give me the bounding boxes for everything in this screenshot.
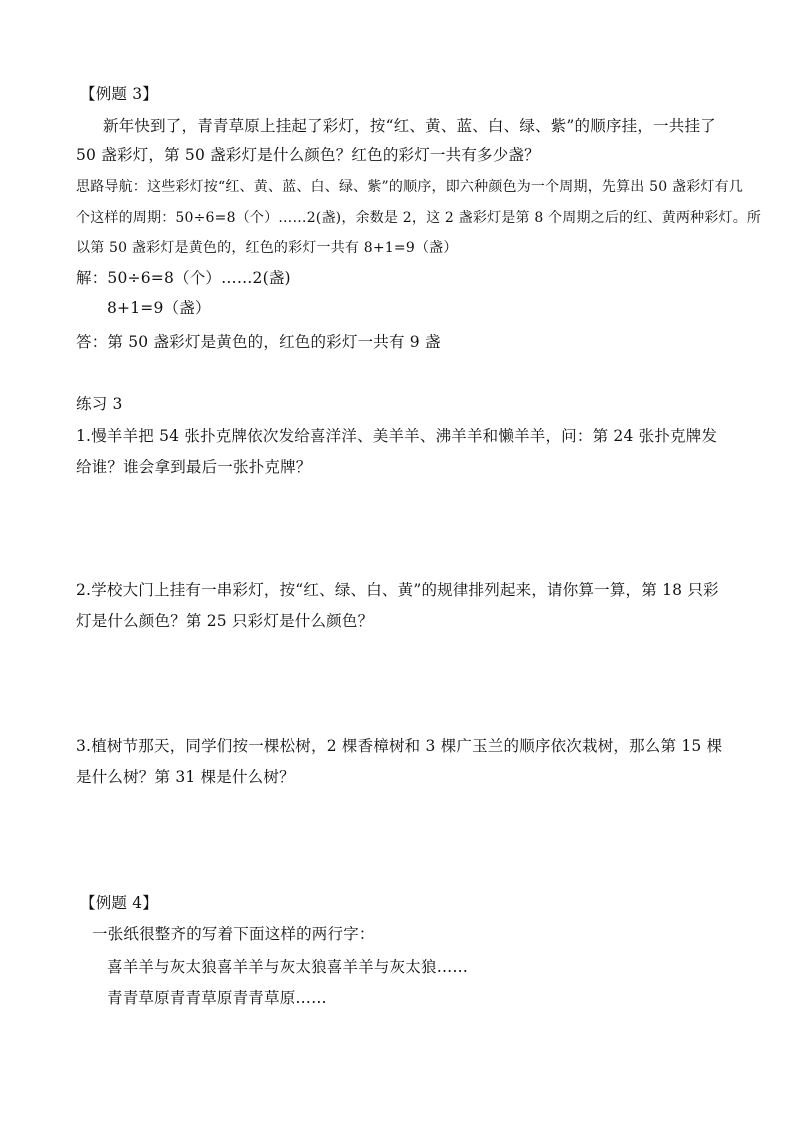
- example3-answer: 答：第 50 盏彩灯是黄色的，红色的彩灯一共有 9 盏: [76, 333, 441, 351]
- example3-hint-line3: 以第 50 盏彩灯是黄色的，红色的彩灯一共有 8+1=9（盏）: [76, 240, 458, 256]
- example3-solution-line2: 8+1=9（盏）: [107, 299, 211, 317]
- practice3-q3-line2: 是什么树？第 31 棵是什么树？: [76, 768, 295, 786]
- example3-problem-line2: 50 盏彩灯，第 50 盏彩灯是什么颜色？红色的彩灯一共有多少盏？: [76, 146, 540, 164]
- example3-title: 【例题 3】: [80, 85, 158, 103]
- practice3-q1-line1: 1.慢羊羊把 54 张扑克牌依次发给喜洋洋、美羊羊、沸羊羊和懒羊羊，问：第 24 张扑克牌发: [76, 427, 718, 445]
- practice3-q2-line2: 灯是什么颜色？第 25 只彩灯是什么颜色？: [76, 612, 374, 630]
- example4-title: 【例题 4】: [80, 894, 158, 912]
- example4-intro: 一张纸很整齐的写着下面这样的两行字：: [92, 925, 375, 943]
- practice3-q2-line1: 2.学校大门上挂有一串彩灯，按“红、绿、白、黄”的规律排列起来，请你算一算，第 18 只彩: [76, 581, 719, 599]
- example3-hint-line2: 个这样的周期：50÷6=8（个）……2(盏)，余数是 2，这 2 盏彩灯是第 8 个周期之后的红、黄两种彩灯。所: [76, 210, 762, 226]
- example3-solution-line1: 解：50÷6=8（个）……2(盏): [76, 269, 291, 287]
- practice3-q3-line1: 3.植树节那天，同学们按一棵松树，2 棵香樟树和 3 棵广玉兰的顺序依次栽树，那么第 15 棵: [76, 737, 723, 755]
- practice3-q1-line2: 给谁？谁会拿到最后一张扑克牌？: [76, 458, 312, 476]
- example3-problem-line1: 新年快到了，青青草原上挂起了彩灯，按“红、黄、蓝、白、绿、紫”的顺序挂，一共挂了: [103, 117, 716, 135]
- example3-hint-line1: 思路导航：这些彩灯按“红、黄、蓝、白、绿、紫”的顺序，即六种颜色为一个周期，先算出 50 盏彩灯有几: [76, 179, 744, 195]
- practice3-title: 练习 3: [76, 395, 123, 413]
- example4-line2: 青青草原青青草原青青草原……: [107, 989, 327, 1007]
- example4-line1: 喜羊羊与灰太狼喜羊羊与灰太狼喜羊羊与灰太狼……: [107, 958, 469, 976]
